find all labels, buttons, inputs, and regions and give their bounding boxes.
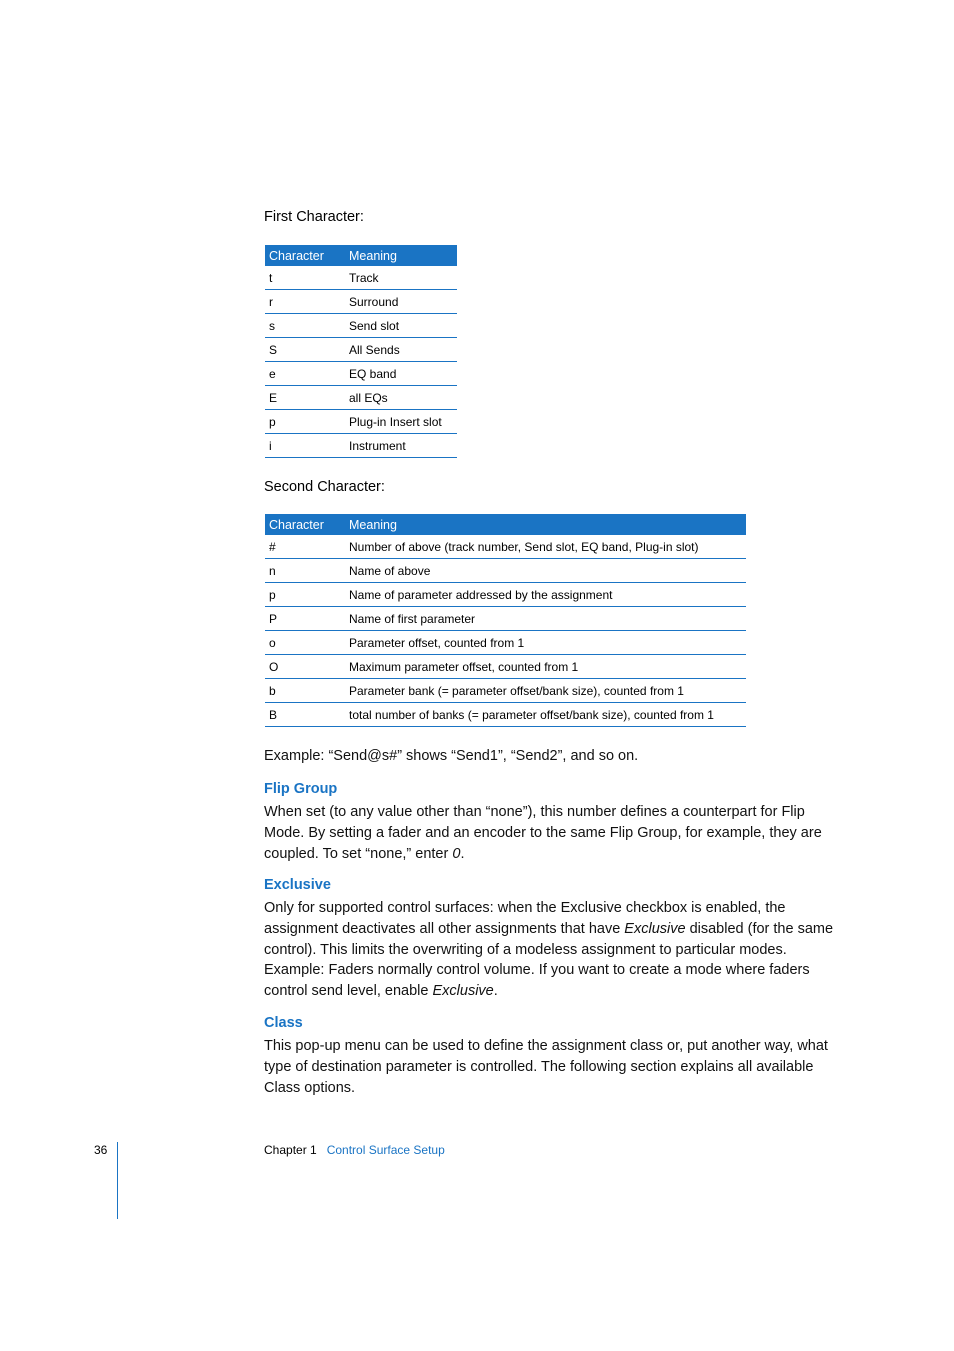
- footer-divider: [117, 1142, 118, 1219]
- character-cell: O: [265, 655, 345, 679]
- table-row: [265, 679, 746, 703]
- chapter-label: Chapter 1: [264, 1143, 317, 1157]
- meaning-cell: Parameter bank (= parameter offset/bank size), counted from 1: [345, 679, 746, 703]
- table-row: [265, 290, 457, 314]
- character-cell: t: [265, 266, 345, 290]
- meaning-cell: Maximum parameter offset, counted from 1: [345, 655, 746, 679]
- meaning-cell: Send slot: [345, 314, 457, 338]
- character-cell: #: [265, 535, 345, 559]
- table-header-row: [265, 245, 457, 266]
- example-text: Example: “Send@s#” shows “Send1”, “Send2”, and so on.: [264, 748, 639, 764]
- meaning-cell: Name of parameter addressed by the assignment: [345, 583, 746, 607]
- table-row: [265, 631, 746, 655]
- meaning-cell: Parameter offset, counted from 1: [345, 631, 746, 655]
- character-cell: i: [265, 434, 345, 458]
- first-character-table: [265, 245, 457, 458]
- first-character-heading: First Character:: [264, 209, 364, 225]
- chapter-title-link[interactable]: Control Surface Setup: [326, 1143, 445, 1157]
- flip-group-paragraph: When set (to any value other than “none”), this number defines a counterpart for Flip Mode. By setting a fader and an encoder to the same Flip Group, for example, they are coupled. To set “none,” enter 0.: [264, 804, 822, 862]
- meaning-cell: Plug-in Insert slot: [345, 410, 457, 434]
- table-row: [265, 434, 457, 458]
- second-character-heading: Second Character:: [264, 479, 385, 495]
- character-cell: n: [265, 559, 345, 583]
- table-row: [265, 607, 746, 631]
- meaning-cell: Instrument: [345, 434, 457, 458]
- character-cell: E: [265, 386, 345, 410]
- character-cell: B: [265, 703, 345, 727]
- character-cell: S: [265, 338, 345, 362]
- character-cell: r: [265, 290, 345, 314]
- meaning-cell: Name of first parameter: [345, 607, 746, 631]
- table-row: [265, 266, 457, 290]
- table-row: [265, 559, 746, 583]
- meaning-cell: total number of banks (= parameter offset/bank size), counted from 1: [345, 703, 746, 727]
- character-cell: p: [265, 410, 345, 434]
- column-header-meaning: Meaning: [345, 514, 746, 535]
- character-cell: P: [265, 607, 345, 631]
- flip-group-heading: Flip Group: [264, 781, 338, 797]
- table-row: [265, 410, 457, 434]
- character-cell: p: [265, 583, 345, 607]
- character-cell: o: [265, 631, 345, 655]
- second-character-table: [265, 514, 746, 727]
- table-row: [265, 314, 457, 338]
- table-row: [265, 703, 746, 727]
- column-header-meaning: Meaning: [345, 245, 457, 266]
- exclusive-paragraph: Only for supported control surfaces: when the Exclusive checkbox is enabled, the assignment deactivates all other assignments that have Exclusive disabled (for the same control). This limits the overwriting of a modeless assignment to particular modes. Example: Faders normally control volume. If you want to create a mode where faders control send level, enable Exclusive.: [264, 900, 834, 1000]
- column-header-character: Character: [265, 245, 345, 266]
- meaning-cell: Surround: [345, 290, 457, 314]
- meaning-cell: Number of above (track number, Send slot, EQ band, Plug-in slot): [345, 535, 746, 559]
- meaning-cell: all EQs: [345, 386, 457, 410]
- page-number: 36: [94, 1143, 108, 1157]
- class-heading: Class: [264, 1015, 303, 1031]
- meaning-cell: Name of above: [345, 559, 746, 583]
- table-row: [265, 535, 746, 559]
- meaning-cell: All Sends: [345, 338, 457, 362]
- column-header-character: Character: [265, 514, 345, 535]
- chapter-footer: [264, 1143, 445, 1157]
- character-cell: s: [265, 314, 345, 338]
- table-row: [265, 386, 457, 410]
- character-cell: e: [265, 362, 345, 386]
- table-row: [265, 583, 746, 607]
- class-paragraph: This pop-up menu can be used to define the assignment class or, put another way, what type of destination parameter is controlled. The following section explains all available Class options.: [264, 1038, 828, 1096]
- table-row: [265, 338, 457, 362]
- exclusive-heading: Exclusive: [264, 877, 331, 893]
- character-cell: b: [265, 679, 345, 703]
- table-row: [265, 362, 457, 386]
- meaning-cell: EQ band: [345, 362, 457, 386]
- meaning-cell: Track: [345, 266, 457, 290]
- table-header-row: [265, 514, 746, 535]
- table-row: [265, 655, 746, 679]
